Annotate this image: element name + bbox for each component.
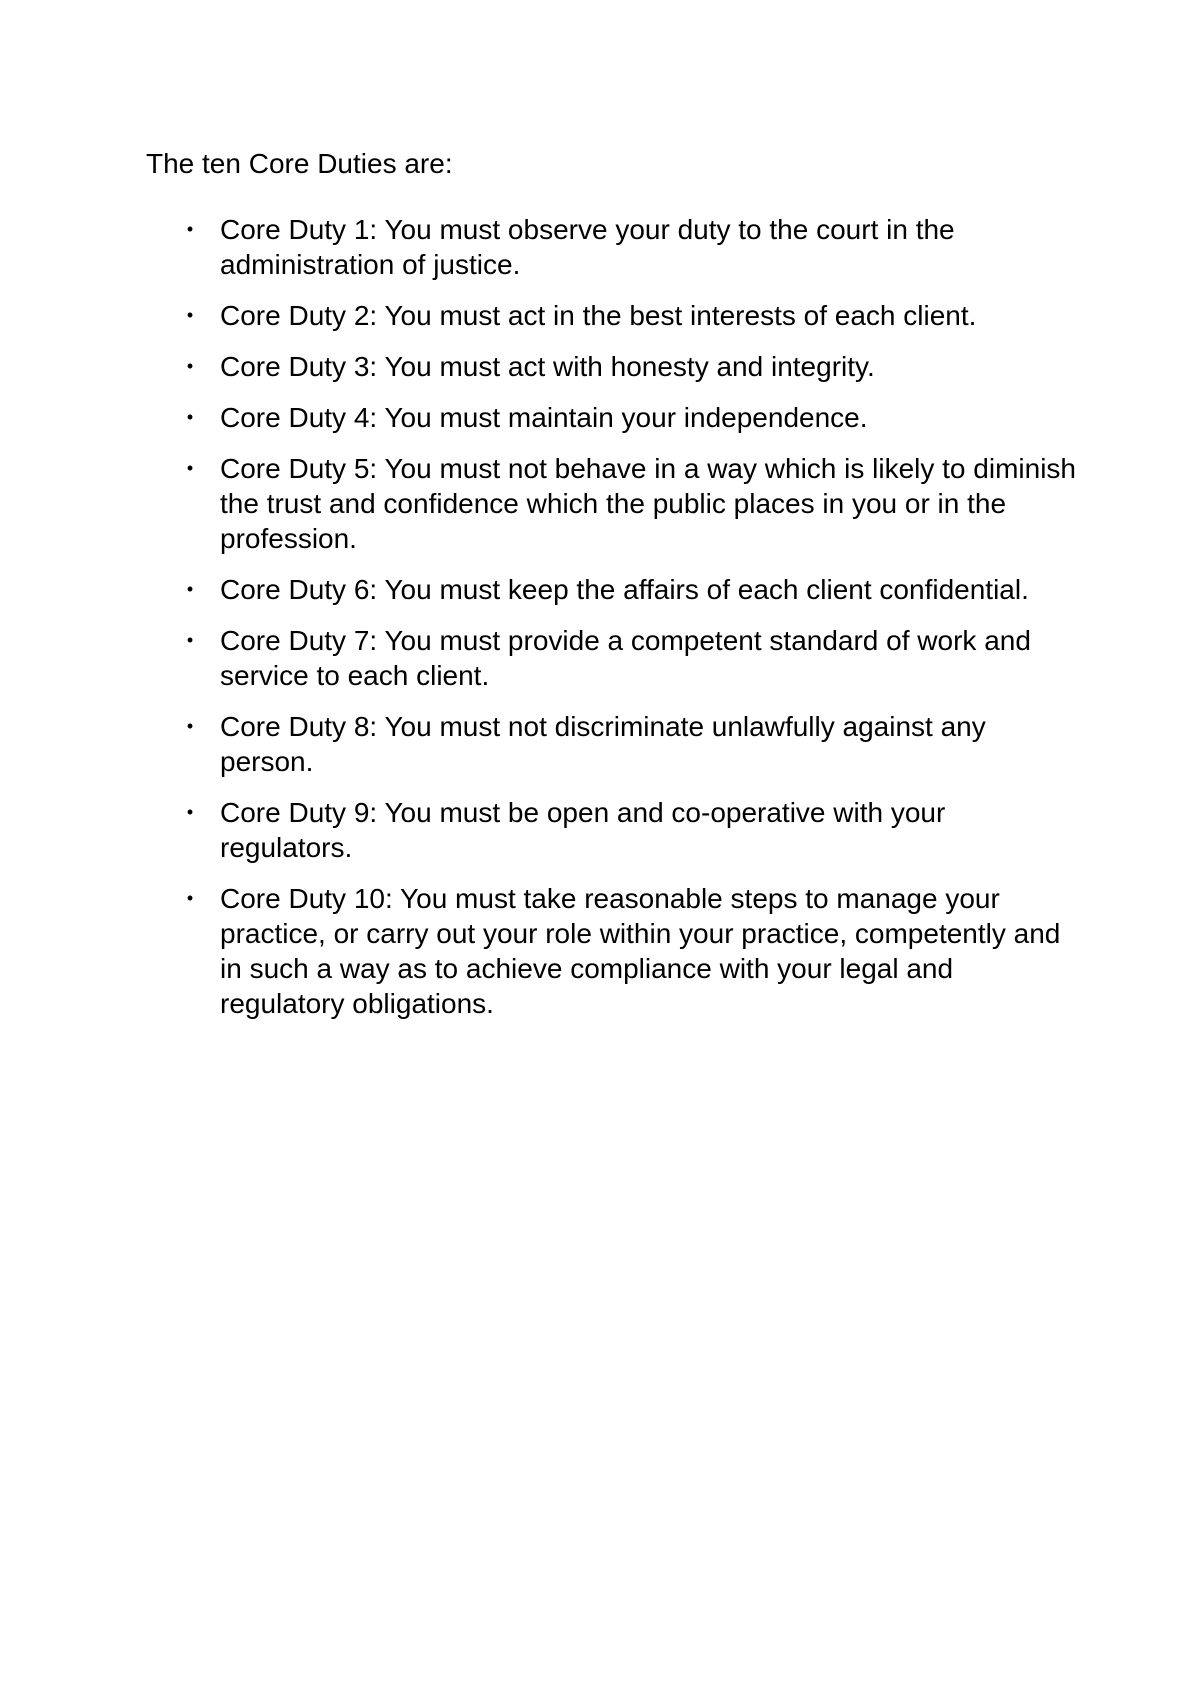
- bullet-icon: •: [186, 579, 194, 599]
- list-item: [146, 212, 1076, 282]
- list-item: [146, 623, 1076, 693]
- duty-text: Core Duty 8: You must not discriminate unlawfully against any person.: [220, 711, 986, 777]
- core-duties-list: [146, 212, 1076, 1037]
- intro-text: The ten Core Duties are:: [146, 148, 453, 179]
- bullet-icon: •: [186, 305, 194, 325]
- list-item: [146, 572, 1076, 607]
- duty-text: Core Duty 10: You must take reasonable steps to manage your practice, or carry out your role within your practice, competently and in such a way as to achieve compliance with your legal and regulatory obligations.: [220, 883, 1061, 1019]
- list-item: [146, 795, 1076, 865]
- bullet-icon: •: [186, 630, 194, 650]
- list-item: [146, 451, 1076, 556]
- duty-text: Core Duty 3: You must act with honesty and integrity.: [220, 351, 875, 382]
- list-item: [146, 298, 1076, 333]
- duty-text: Core Duty 6: You must keep the affairs of each client confidential.: [220, 574, 1029, 605]
- bullet-icon: •: [186, 219, 194, 239]
- list-item: [146, 709, 1076, 779]
- bullet-icon: •: [186, 356, 194, 376]
- bullet-icon: •: [186, 716, 194, 736]
- duty-text: Core Duty 1: You must observe your duty to the court in the administration of justice.: [220, 214, 955, 280]
- duty-text: Core Duty 5: You must not behave in a way which is likely to diminish the trust and confidence which the public places in you or in the profession.: [220, 453, 1076, 554]
- duty-text: Core Duty 4: You must maintain your independence.: [220, 402, 868, 433]
- duty-text: Core Duty 7: You must provide a competent standard of work and service to each client.: [220, 625, 1031, 691]
- bullet-icon: •: [186, 802, 194, 822]
- bullet-icon: •: [186, 458, 194, 478]
- bullet-icon: •: [186, 888, 194, 908]
- duty-text: Core Duty 2: You must act in the best interests of each client.: [220, 300, 977, 331]
- list-item: [146, 881, 1076, 1021]
- list-item: [146, 349, 1076, 384]
- duty-text: Core Duty 9: You must be open and co-operative with your regulators.: [220, 797, 946, 863]
- bullet-icon: •: [186, 407, 194, 427]
- list-item: [146, 400, 1076, 435]
